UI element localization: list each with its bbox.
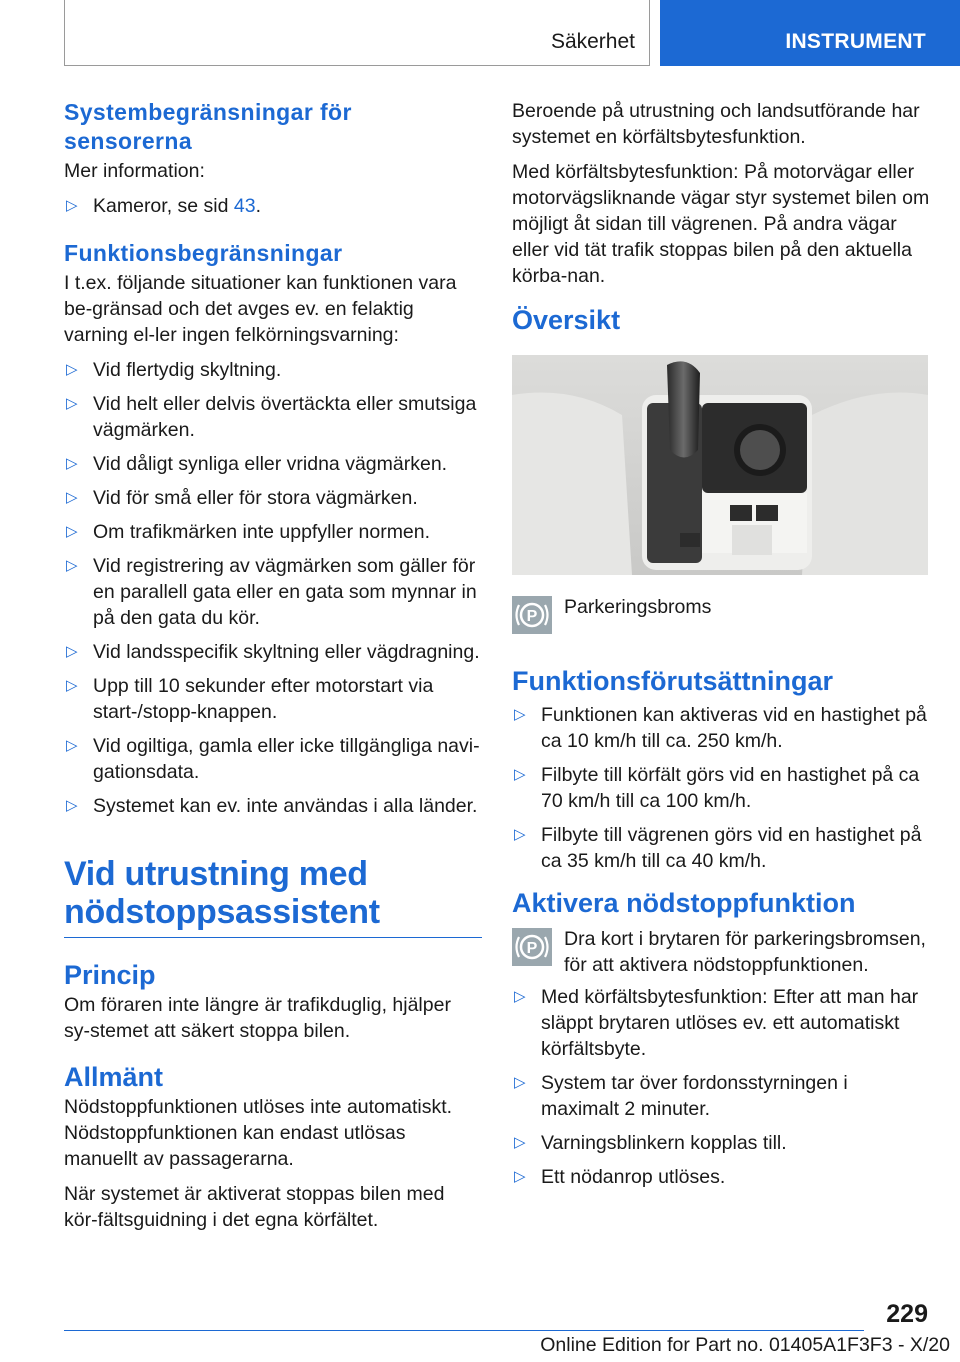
section-title: Säkerhet [550, 30, 635, 53]
bullet-triangle-icon: ▷ [514, 1134, 526, 1151]
function-limits-list [64, 357, 482, 819]
bullet-triangle-icon: ▷ [66, 677, 78, 694]
activate-list [512, 984, 930, 1190]
page-link[interactable]: 43 [233, 195, 256, 217]
svg-text:P: P [526, 608, 538, 625]
right-column [512, 98, 930, 1198]
list-item: ▷ System tar över fordonsstyrningen i maximalt 2 minuter. [514, 1072, 848, 1120]
left-column [64, 98, 482, 1242]
parking-brake-icon [512, 596, 552, 634]
header-frame [64, 0, 650, 66]
list-item: ▷ Med körfältsbytesfunktion: Efter att man har släppt brytaren utlöses ev. ett automatiskt körfältsbyte. [514, 986, 919, 1060]
parking-brake-label: Parkeringsbroms [564, 596, 712, 618]
heading-overview: Översikt [512, 305, 621, 335]
bullet-triangle-icon: ▷ [514, 706, 526, 723]
bullet-triangle-icon: ▷ [66, 523, 78, 540]
activate-text: Dra kort i brytaren för parkeringsbromsen, för att aktivera nödstoppfunktionen. [564, 928, 926, 976]
chapter-tab-label: INSTRUMENT [785, 30, 926, 53]
bullet-triangle-icon: ▷ [66, 455, 78, 472]
center-console-photo [512, 355, 928, 575]
list-item: ▷ Vid för små eller för stora vägmärken. [66, 487, 418, 509]
bullet-triangle-icon: ▷ [66, 489, 78, 506]
footer-edition: Online Edition for Part no. 01405A1F3F3 - X/20 [540, 1334, 950, 1356]
prerequisites-list [512, 702, 930, 874]
parking-brake-icon [512, 928, 552, 966]
intro-text-2: Med körfältsbytesfunktion: På motorvägar eller motorvägsliknande vägar styr systemet bilen om möjligt åt sidan till vägrenen. På andra vägar eller vid tät trafik stoppas bilen på den aktuella körba-nan. [512, 161, 930, 287]
page-number: 229 [886, 1300, 928, 1328]
bullet-triangle-icon: ▷ [66, 643, 78, 660]
list-item: ▷ Vid registrering av vägmärken som gäller för en parallell gata eller en gata som mynnar in på den gata du kör. [66, 555, 477, 629]
bullet-triangle-icon: ▷ [66, 737, 78, 754]
list-item: ▷ Ett nödanrop utlöses. [514, 1166, 726, 1188]
bullet-triangle-icon: ▷ [66, 361, 78, 378]
list-item: ▷ Vid dåligt synliga eller vridna vägmärken. [66, 453, 448, 475]
general-text-1: Nödstoppfunktionen utlöses inte automatiskt. Nödstoppfunktionen kan endast utlösas manuellt av passagerarna. [64, 1096, 453, 1170]
bullet-triangle-icon: ▷ [514, 1168, 526, 1185]
more-info-list [64, 193, 482, 219]
main-heading-block [64, 855, 482, 938]
heading-function-limits: Funktionsbegränsningar [64, 240, 343, 266]
list-item: ▷ Systemet kan ev. inte användas i alla länder. [66, 795, 478, 817]
intro-text-1: Beroende på utrustning och landsutförande har systemet en körfältsbytesfunktion. [512, 100, 920, 148]
list-item: ▷ Filbyte till körfält görs vid en hastighet på ca 70 km/h till ca 100 km/h. [514, 764, 920, 812]
function-limits-intro: I t.ex. följande situationer kan funktionen vara be-gränsad och det avges ev. en felaktig varning el-ler ingen felkörningsvarning: [64, 272, 457, 346]
principle-text: Om föraren inte längre är trafikduglig, hjälper sy-stemet att säkert stoppa bilen. [64, 994, 451, 1042]
svg-text:P: P [526, 940, 538, 957]
list-item: ▷ Kameror, se sid 43. [66, 195, 262, 217]
bullet-triangle-icon: ▷ [514, 826, 526, 843]
heading-general: Allmänt [64, 1062, 164, 1092]
list-item: ▷ Vid ogiltiga, gamla eller icke tillgängliga navi-gationsdata. [66, 735, 480, 783]
general-text-2: När systemet är aktiverat stoppas bilen med kör-fältsguidning i det egna körfältet. [64, 1183, 445, 1231]
list-item: ▷ Varningsblinkern kopplas till. [514, 1132, 787, 1154]
parking-brake-row [512, 594, 930, 646]
footer-divider [64, 1330, 864, 1331]
more-info-text: Mer information: [64, 160, 205, 182]
list-item: ▷ Vid helt eller delvis övertäckta eller smutsiga vägmärken. [66, 393, 477, 441]
heading-prerequisites: Funktionsförutsättningar [512, 666, 833, 696]
heading-activate: Aktivera nödstoppfunktion [512, 888, 856, 918]
heading-principle: Princip [64, 960, 156, 990]
bullet-triangle-icon: ▷ [514, 1074, 526, 1091]
heading-sensor-limits: Systembegränsningar för sensorerna [64, 99, 352, 154]
bullet-triangle-icon: ▷ [514, 766, 526, 783]
bullet-triangle-icon: ▷ [66, 797, 78, 814]
list-item: ▷ Vid flertydig skyltning. [66, 359, 282, 381]
list-item: ▷ Filbyte till vägrenen görs vid en hastighet på ca 35 km/h till ca 40 km/h. [514, 824, 922, 872]
list-item: ▷ Funktionen kan aktiveras vid en hastighet på ca 10 km/h till ca. 250 km/h. [514, 704, 927, 752]
list-item: ▷ Upp till 10 sekunder efter motorstart via start-/stopp-knappen. [66, 675, 434, 723]
chapter-tab[interactable] [660, 0, 960, 66]
main-heading: Vid utrustning med nödstoppsassistent [64, 855, 380, 931]
activate-row [512, 926, 930, 978]
bullet-triangle-icon: ▷ [66, 557, 78, 574]
bullet-triangle-icon: ▷ [66, 395, 78, 412]
list-item: ▷ Om trafikmärken inte uppfyller normen. [66, 521, 431, 543]
bullet-triangle-icon: ▷ [66, 197, 78, 214]
bullet-triangle-icon: ▷ [514, 988, 526, 1005]
list-item: ▷ Vid landsspecifik skyltning eller vägdragning. [66, 641, 480, 663]
